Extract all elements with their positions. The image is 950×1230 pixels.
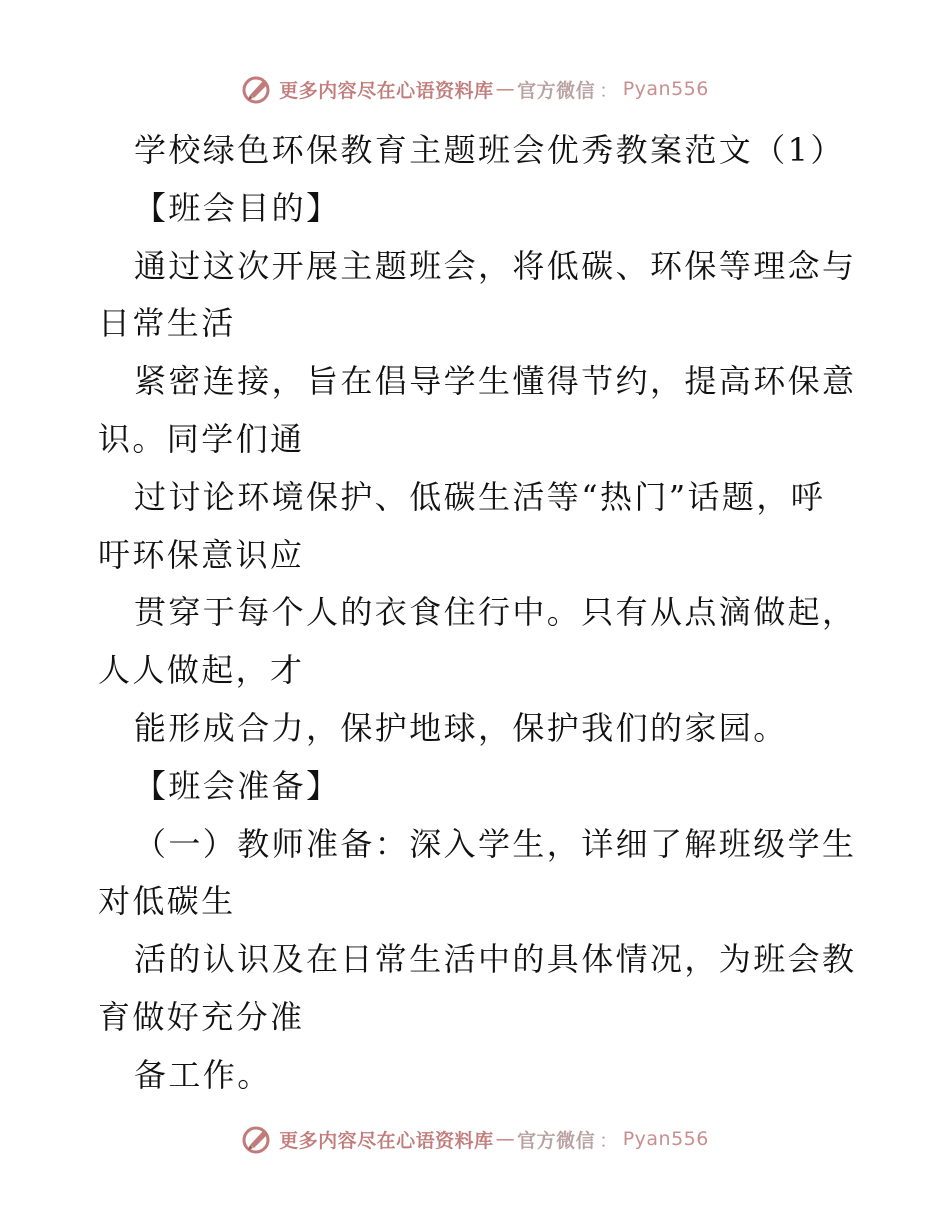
paragraph-line: 人人做起，才 [98, 651, 305, 690]
paragraph-line: 吁环保意识应 [98, 535, 305, 574]
paragraph-line: 通过这次开展主题班会，将低碳、环保等理念与 [134, 246, 857, 285]
paragraph-line: 紧密连接，旨在倡导学生懂得节约，提高环保意 [134, 362, 857, 401]
watermark-dash: — [495, 1128, 516, 1150]
watermark-sub-text: 官方微信 [517, 1129, 596, 1152]
paragraph-line: 贯穿于每个人的衣食住行中。只有从点滴做起， [134, 593, 857, 632]
paragraph-line: 育做好充分准 [98, 997, 305, 1036]
watermark-separator: ： [599, 79, 619, 102]
pen-logo-icon [241, 1123, 273, 1155]
section-heading-purpose: 【班会目的】 [134, 188, 341, 227]
watermark-main-text: 更多内容尽在心语资料库 [279, 79, 494, 102]
document-title: 学校绿色环保教育主题班会优秀教案范文（1） [134, 131, 845, 169]
pen-logo-icon [241, 73, 273, 105]
paragraph-line: 能形成合力，保护地球，保护我们的家园。 [134, 708, 788, 747]
watermark-sub-text: 官方微信 [517, 79, 596, 102]
watermark-id: Pyan556 [622, 1128, 709, 1150]
paragraph-line: 对低碳生 [98, 882, 236, 921]
paragraph-line: 识。同学们通 [98, 419, 305, 458]
watermark-header [0, 72, 950, 106]
watermark-dash: — [495, 78, 516, 100]
watermark-footer [0, 1122, 950, 1156]
document-body [98, 122, 858, 1105]
paragraph-line: 过讨论环境保护、低碳生活等“热门”话题，呼 [134, 477, 826, 516]
watermark-id: Pyan556 [622, 78, 709, 100]
paragraph-line: 活的认识及在日常生活中的具体情况，为班会教 [134, 940, 857, 979]
paragraph-line: （一）教师准备：深入学生，详细了解班级学生 [134, 824, 857, 863]
watermark-main-text: 更多内容尽在心语资料库 [279, 1129, 494, 1152]
paragraph-line: 备工作。 [134, 1055, 272, 1094]
section-heading-preparation: 【班会准备】 [134, 766, 341, 805]
paragraph-line: 日常生活 [98, 304, 236, 343]
watermark-separator: ： [599, 1129, 619, 1152]
